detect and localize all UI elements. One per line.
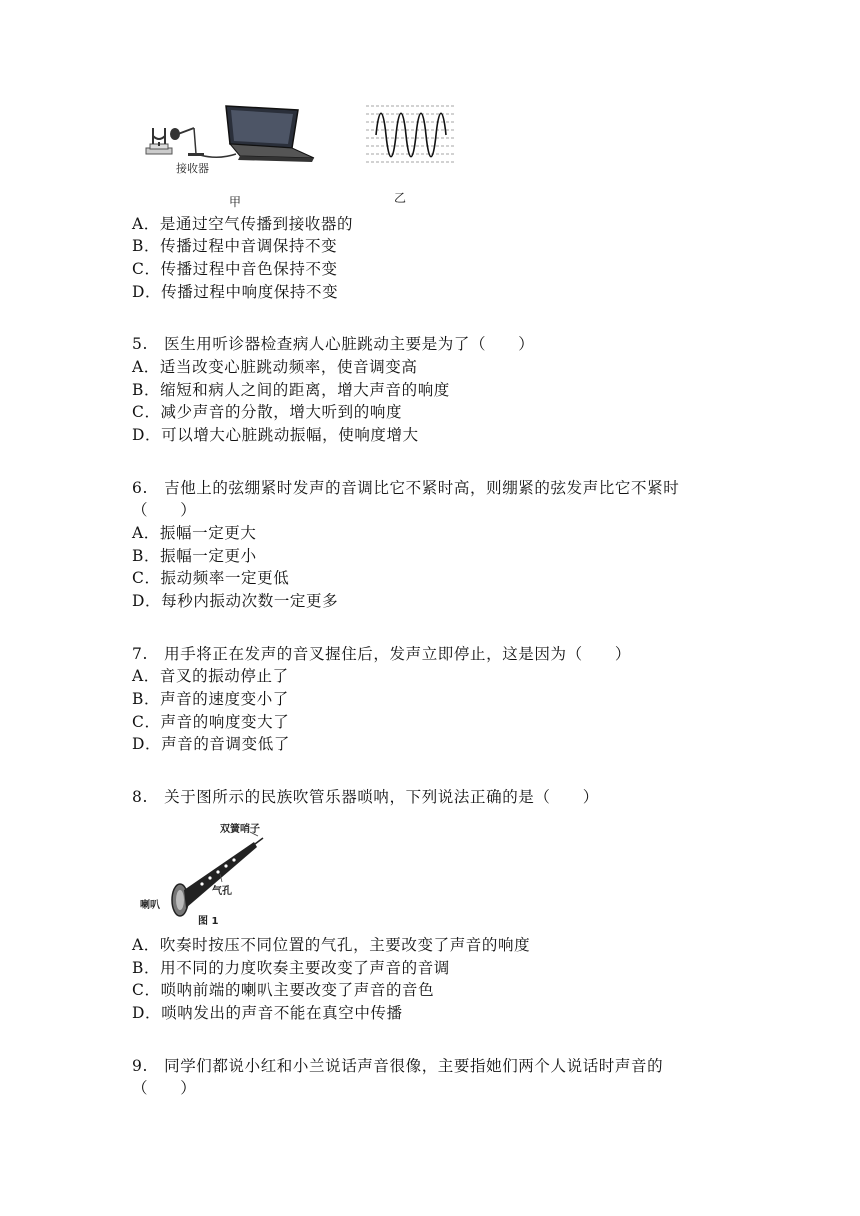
q7-stem: 7. 用手将正在发声的音叉握住后，发声立即停止，这是因为（ ） bbox=[132, 645, 631, 663]
q6-option-a: A．振幅一定更大 bbox=[132, 524, 257, 542]
q6-option-b: B．振幅一定更小 bbox=[132, 547, 257, 565]
q5-option-b: B．缩短和病人之间的距离，增大声音的响度 bbox=[132, 381, 450, 399]
figure-jia-caption: 甲 bbox=[229, 195, 242, 209]
q6-stem-line1: 6. 吉他上的弦绷紧时发声的音调比它不紧时高，则绷紧的弦发声比它不紧时 bbox=[132, 479, 680, 497]
figure-yi-caption: 乙 bbox=[394, 191, 407, 205]
q4-option-d: D．传播过程中响度保持不变 bbox=[132, 283, 339, 301]
q7-option-a: A．音叉的振动停止了 bbox=[132, 667, 289, 685]
figure-yi-waveform bbox=[366, 102, 454, 168]
q9-stem-line1: 9. 同学们都说小红和小兰说话声音很像，主要指她们两个人说话时声音的 bbox=[132, 1057, 664, 1075]
receiver-label: 接收器 bbox=[176, 162, 209, 175]
suona-reed-label: 双簧哨子 bbox=[220, 824, 260, 835]
q5-option-a: A．适当改变心脏跳动频率，使音调变高 bbox=[132, 358, 418, 376]
q8-stem: 8. 关于图所示的民族吹管乐器唢呐，下列说法正确的是（ ） bbox=[132, 788, 599, 806]
suona-horn-label: 喇叭 bbox=[140, 900, 160, 911]
suona-hole-label: 气孔 bbox=[212, 886, 232, 897]
q7-option-d: D．声音的音调变低了 bbox=[132, 735, 290, 753]
q8-option-d: D．唢呐发出的声音不能在真空中传播 bbox=[132, 1004, 403, 1022]
q8-option-b: B．用不同的力度吹奏主要改变了声音的音调 bbox=[132, 959, 450, 977]
q7-option-c: C．声音的响度变大了 bbox=[132, 713, 290, 731]
q8-option-c: C．唢呐前端的喇叭主要改变了声音的音色 bbox=[132, 981, 435, 999]
q7-option-b: B．声音的速度变小了 bbox=[132, 690, 289, 708]
q6-option-c: C．振动频率一定更低 bbox=[132, 569, 290, 587]
q5-option-c: C．减少声音的分散，增大听到的响度 bbox=[132, 403, 403, 421]
q6-option-d: D．每秒内振动次数一定更多 bbox=[132, 592, 339, 610]
suona-figure-caption: 图 1 bbox=[198, 916, 219, 927]
q4-option-c: C．传播过程中音色保持不变 bbox=[132, 260, 338, 278]
figure-jia bbox=[138, 98, 318, 178]
q9-stem-line2: （ ） bbox=[132, 1079, 197, 1097]
q5-stem: 5. 医生用听诊器检查病人心脏跳动主要是为了（ ） bbox=[132, 335, 535, 353]
figure-suona bbox=[136, 820, 276, 930]
q6-stem-line2: （ ） bbox=[132, 501, 197, 519]
q5-option-d: D．可以增大心脏跳动振幅，使响度增大 bbox=[132, 426, 419, 444]
q4-option-b: B．传播过程中音调保持不变 bbox=[132, 237, 338, 255]
q8-option-a: A．吹奏时按压不同位置的气孔，主要改变了声音的响度 bbox=[132, 936, 531, 954]
q4-option-a: A．是通过空气传播到接收器的 bbox=[132, 215, 354, 233]
